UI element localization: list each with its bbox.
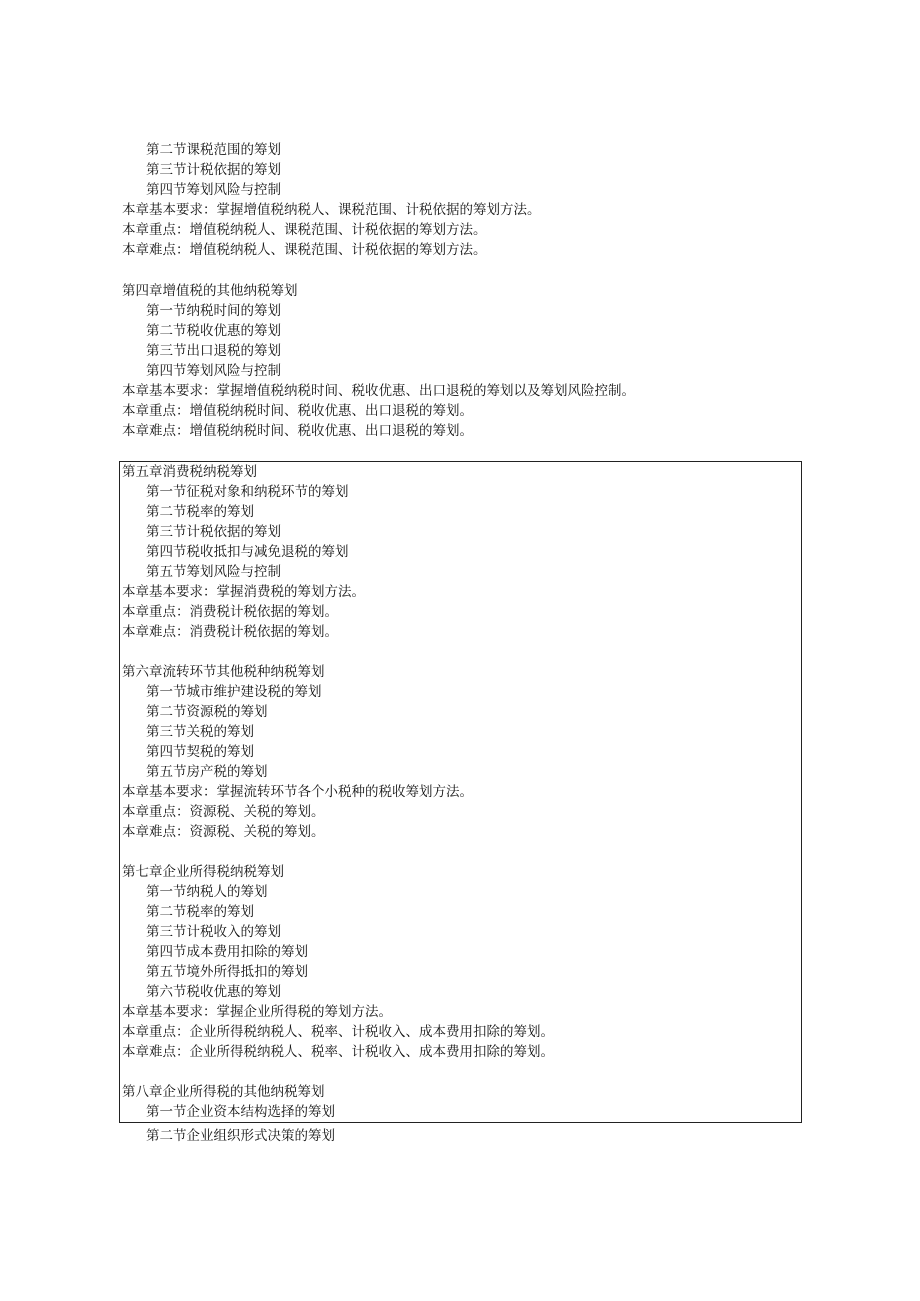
section-line: 第三节计税收入的筹划 — [146, 924, 281, 940]
section-line: 第二节资源税的筹划 — [146, 704, 268, 720]
section-line: 第一节城市维护建设税的筹划 — [146, 684, 322, 700]
section-line: 第二节税率的筹划 — [146, 904, 254, 920]
chapter-key-point: 本章重点：企业所得税纳税人、税率、计税收入、成本费用扣除的筹划。 — [122, 1024, 554, 1040]
chapter-difficulty: 本章难点：增值税纳税时间、税收优惠、出口退税的筹划。 — [122, 423, 473, 439]
chapter-difficulty: 本章难点：资源税、关税的筹划。 — [122, 824, 325, 840]
chapter-requirement: 本章基本要求：掌握流转环节各个小税种的税收筹划方法。 — [122, 784, 473, 800]
section-line: 第六节税收优惠的筹划 — [146, 984, 281, 1000]
section-line: 第三节关税的筹划 — [146, 724, 254, 740]
chapter-title: 第六章流转环节其他税种纳税筹划 — [122, 664, 325, 680]
section-line: 第四节筹划风险与控制 — [146, 363, 281, 379]
chapter-key-point: 本章重点：消费税计税依据的筹划。 — [122, 604, 338, 620]
chapter-title: 第四章增值税的其他纳税筹划 — [122, 283, 298, 299]
section-line: 第二节课税范围的筹划 — [146, 142, 281, 158]
chapter-key-point: 本章重点：资源税、关税的筹划。 — [122, 804, 325, 820]
chapter-difficulty: 本章难点：消费税计税依据的筹划。 — [122, 624, 338, 640]
section-line: 第五节境外所得抵扣的筹划 — [146, 964, 308, 980]
chapter-requirement: 本章基本要求：掌握消费税的筹划方法。 — [122, 584, 365, 600]
chapter-requirement: 本章基本要求：掌握企业所得税的筹划方法。 — [122, 1004, 392, 1020]
chapter-key-point: 本章重点：增值税纳税时间、税收优惠、出口退税的筹划。 — [122, 403, 473, 419]
chapter-title: 第五章消费税纳税筹划 — [122, 464, 257, 480]
section-line: 第五节筹划风险与控制 — [146, 564, 281, 580]
section-line: 第一节企业资本结构选择的筹划 — [146, 1104, 335, 1120]
section-line: 第三节出口退税的筹划 — [146, 343, 281, 359]
section-line: 第四节契税的筹划 — [146, 744, 254, 760]
section-line: 第三节计税依据的筹划 — [146, 524, 281, 540]
chapter-difficulty: 本章难点：企业所得税纳税人、税率、计税收入、成本费用扣除的筹划。 — [122, 1044, 554, 1060]
section-line: 第二节税率的筹划 — [146, 504, 254, 520]
chapter-requirement: 本章基本要求：掌握增值税纳税时间、税收优惠、出口退税的筹划以及筹划风险控制。 — [122, 383, 635, 399]
chapter-requirement: 本章基本要求：掌握增值税纳税人、课税范围、计税依据的筹划方法。 — [122, 202, 541, 218]
chapter-title: 第七章企业所得税纳税筹划 — [122, 864, 284, 880]
chapter-key-point: 本章重点：增值税纳税人、课税范围、计税依据的筹划方法。 — [122, 222, 487, 238]
section-line: 第四节成本费用扣除的筹划 — [146, 944, 308, 960]
section-line: 第一节纳税人的筹划 — [146, 884, 268, 900]
section-line: 第四节税收抵扣与减免退税的筹划 — [146, 544, 349, 560]
section-line: 第二节企业组织形式决策的筹划 — [146, 1128, 335, 1144]
section-line: 第四节筹划风险与控制 — [146, 182, 281, 198]
section-line: 第一节征税对象和纳税环节的筹划 — [146, 484, 349, 500]
chapter-title: 第八章企业所得税的其他纳税筹划 — [122, 1084, 325, 1100]
section-line: 第一节纳税时间的筹划 — [146, 303, 281, 319]
chapter-difficulty: 本章难点：增值税纳税人、课税范围、计税依据的筹划方法。 — [122, 242, 487, 258]
section-line: 第五节房产税的筹划 — [146, 764, 268, 780]
section-line: 第二节税收优惠的筹划 — [146, 323, 281, 339]
section-line: 第三节计税依据的筹划 — [146, 162, 281, 178]
